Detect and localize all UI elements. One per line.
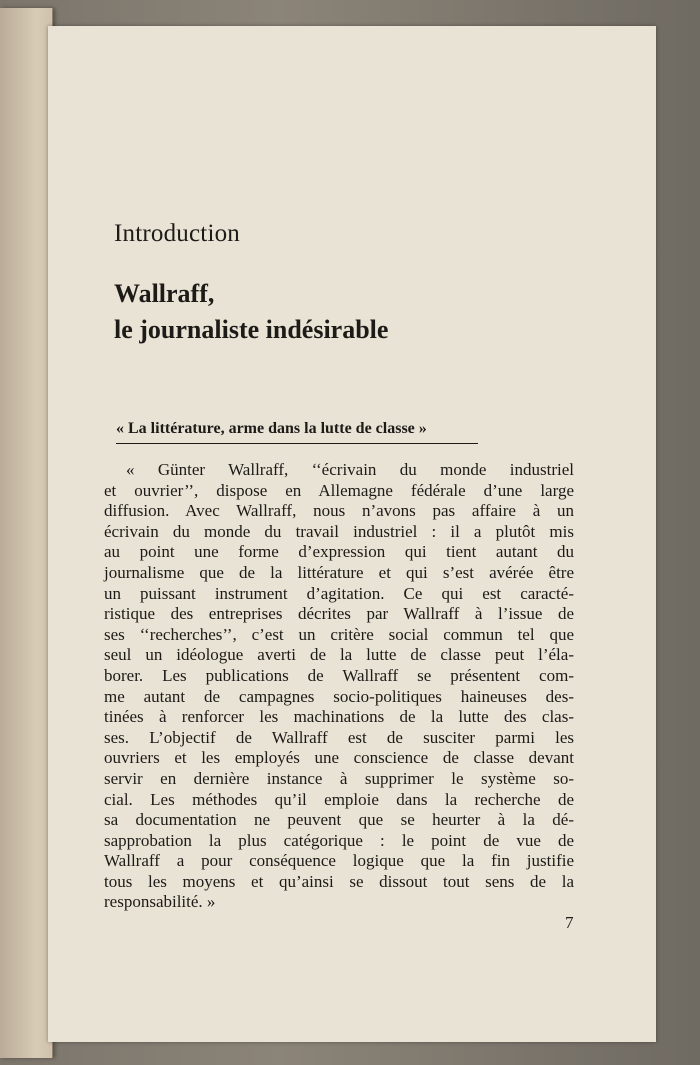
chapter-title (114, 276, 388, 348)
body-line: ses ‘‘recherches’’, c’est un critère social commun tel que (104, 624, 574, 644)
body-line: un puissant instrument d’agitation. Ce qui est caracté- (104, 583, 574, 603)
previous-page-edge (0, 8, 53, 1058)
body-line: « Günter Wallraff, ‘‘écrivain du monde industriel (126, 460, 574, 479)
body-line: cial. Les méthodes qu’il emploie dans la recherche de (104, 789, 574, 809)
body-line: diffusion. Avec Wallraff, nous n’avons pas affaire à un (104, 501, 574, 521)
body-line: seul un idéologue averti de la lutte de classe peut l’éla- (104, 645, 574, 665)
body-line: responsabilité. » (104, 892, 216, 912)
body-line: écrivain du monde du travail industriel : il a plutôt mis (104, 521, 574, 541)
book-page (48, 26, 656, 1042)
body-line: me autant de campagnes socio-politiques haineuses des- (104, 686, 574, 706)
chapter-title-line-1: Wallraff, (114, 279, 215, 308)
body-paragraph (104, 460, 574, 913)
body-line: Wallraff a pour conséquence logique que la fin justifie (104, 851, 574, 871)
body-line: et ouvrier’’, dispose en Allemagne fédérale d’une large (104, 480, 574, 500)
body-line: tinées à renforcer les machinations de la lutte des clas- (104, 707, 574, 727)
body-line: ses. L’objectif de Wallraff est de susciter parmi les (104, 727, 574, 747)
page-number: 7 (565, 913, 574, 932)
body-line: tous les moyens et qu’ainsi se dissout tout sens de la (104, 871, 574, 891)
body-line: servir en dernière instance à supprimer le système so- (104, 768, 574, 788)
body-line: ouvriers et les employés une conscience de classe devant (104, 748, 574, 768)
body-line: sa documentation ne peuvent que se heurter à la dé- (104, 810, 574, 830)
body-line: journalisme que de la littérature et qui s’est avérée être (104, 562, 574, 582)
chapter-label: Introduction (114, 220, 240, 247)
body-line: ristique des entreprises décrites par Wallraff à l’issue de (104, 604, 574, 624)
body-line: borer. Les publications de Wallraff se présentent com- (104, 665, 574, 685)
body-line: sapprobation la plus catégorique : le point de vue de (104, 830, 574, 850)
body-line: au point une forme d’expression qui tient autant du (104, 542, 574, 562)
section-heading: « La littérature, arme dans la lutte de classe » (116, 420, 478, 444)
chapter-title-line-2: le journaliste indésirable (114, 315, 389, 344)
